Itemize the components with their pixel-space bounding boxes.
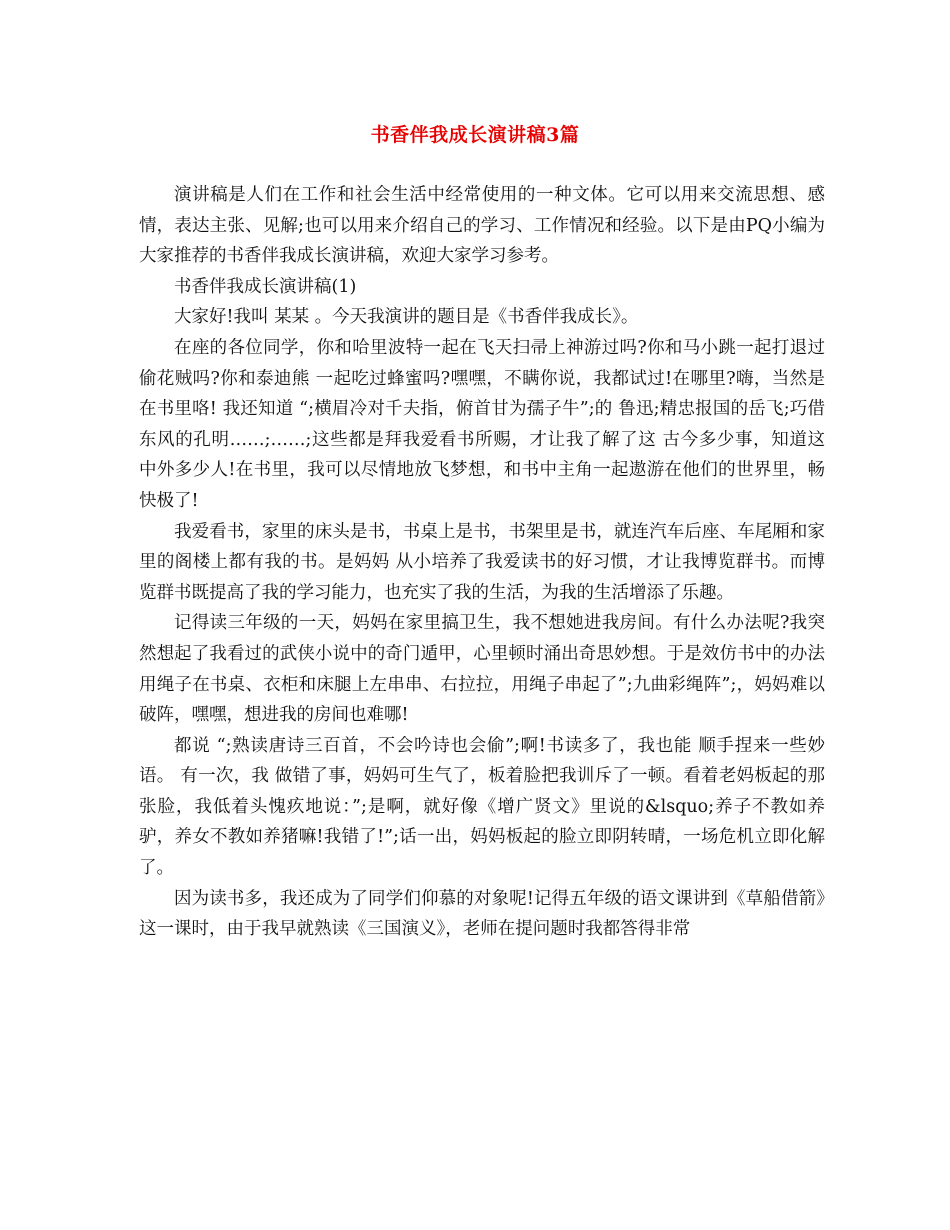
paragraph-body: 在座的各位同学，你和哈里波特一起在飞天扫帚上神游过吗?你和马小跳一起打退过偷花贼吗?你和泰迪熊 一起吃过蜂蜜吗?嘿嘿，不瞒你说，我都试过!在哪里?嗨，当然是在书里咯! 我还知道 “;横眉冷对千夫指，俯首甘为孺子牛”;的 鲁迅;精忠报国的岳飞;巧借东风的孔明……;……;这些都是拜我爱看书所赐，才让我了解了这 古今多少事，知道这 中外多少人!在书里，我可以尽情地放飞梦想，和书中主角一起遨游在他们的世界里，畅快极了! (139, 337, 825, 511)
document-title: 书香伴我成长演讲稿3篇 (370, 124, 580, 146)
section-heading: 书香伴我成长演讲稿(1) (174, 276, 357, 297)
paragraph-greeting: 大家好!我叫 某某 。今天我演讲的题目是《书香伴我成长》。 (174, 307, 639, 328)
paragraph-body: 我爱看书，家里的床头是书，书桌上是书，书架里是书，就连汽车后座、车尾厢和家里的阁楼上都有我的书。是妈妈 从小培养了我爱读书的好习惯，才让我博览群书。而博览群书既提高了我的学习能力，也充实了我的生活，为我的生活增添了乐趣。 (139, 521, 825, 603)
paragraph-body: 都说 “;熟读唐诗三百首，不会吟诗也会偷”;啊!书读多了，我也能 顺手捏来一些妙语。 有一次，我 做错了事，妈妈可生气了，板着脸把我训斥了一顿。看着老妈板起的那张脸，我低着头愧疚地说：”;是啊，就好像《增广贤文》里说的&lsquo;养子不教如养驴，养女不教如养猪嘛!我错了!”;话一出，妈妈板起的脸立即阴转晴，一场危机立即化解了。 (139, 735, 825, 879)
paragraph-intro: 演讲稿是人们在工作和社会生活中经常使用的一种文体。它可以用来交流思想、感情，表达主张、见解;也可以用来介绍自己的学习、工作情况和经验。以下是由PQ小编为大家推荐的书香伴我成长演讲稿，欢迎大家学习参考。 (139, 185, 825, 267)
document-body (139, 180, 825, 945)
paragraph-body: 记得读三年级的一天，妈妈在家里搞卫生，我不想她进我房间。有什么办法呢?我突然想起了我看过的武侠小说中的奇门遁甲，心里顿时涌出奇思妙想。于是效仿书中的办法用绳子在书桌、衣柜和床腿上左串串、右拉拉，用绳子串起了”;九曲彩绳阵”;，妈妈难以破阵，嘿嘿，想进我的房间也难哪! (139, 613, 825, 726)
paragraph-body: 因为读书多，我还成为了同学们仰慕的对象呢!记得五年级的语文课讲到《草船借箭》这一课时，由于我早就熟读《三国演义》，老师在提问题时我都答得非常 (139, 888, 825, 940)
